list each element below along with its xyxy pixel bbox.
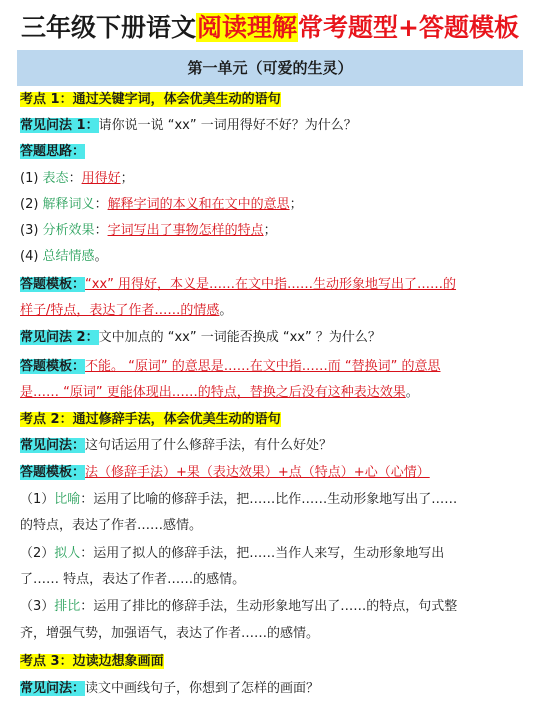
template2-line1: 不能。 “原词” 的意思是……在文中指……而 “替换词” 的意思 xyxy=(85,359,441,374)
rhetoric-item-1-row1 xyxy=(20,490,457,510)
step-row-3 xyxy=(20,221,277,241)
point2-label: 考点 2：通过修辞手法，体会优美生动的语句 xyxy=(20,412,281,427)
template2-row2 xyxy=(20,383,419,403)
step-3-num: (3) xyxy=(20,223,43,238)
step-2-end: ； xyxy=(289,197,303,212)
step-4-num: (4) xyxy=(20,249,43,264)
template1-line2: 样子/特点，表达了作者……的情感 xyxy=(20,303,220,318)
step-1-val: 用得好 xyxy=(81,171,121,186)
point2-template-row xyxy=(20,463,430,483)
rhetoric-2-line2: 了…… 特点，表达了作者……的感情。 xyxy=(20,572,246,587)
step-2-key: 解释词义 xyxy=(42,197,95,212)
step-1-end: ； xyxy=(120,171,134,186)
point1-label-row xyxy=(20,90,281,110)
rhetoric-item-2-row2 xyxy=(20,570,245,590)
template1-end: 。 xyxy=(219,303,233,318)
point3-q-row xyxy=(20,679,319,699)
rhetoric-item-1-row2 xyxy=(20,516,202,536)
point1-q2-tag: 常见问法 2： xyxy=(20,330,99,345)
rhetoric-2-key: 拟人 xyxy=(54,546,81,561)
rhetoric-2-num: （2） xyxy=(20,546,55,561)
point3-label-row xyxy=(20,652,164,672)
point2-template-text: 法（修辞手法）+果（表达效果）+点（特点）+心（心情） xyxy=(85,465,430,480)
rhetoric-3-line1: ：运用了排比的修辞手法，生动形象地写出了……的特点，句式整 xyxy=(80,599,458,614)
rhetoric-2-line1: ：运用了拟人的修辞手法，把……当作人来写，生动形象地写出 xyxy=(80,546,445,561)
point1-q2-row xyxy=(20,328,381,348)
point2-q-row xyxy=(20,436,332,456)
rhetoric-1-line1: ：运用了比喻的修辞手法，把……比作……生动形象地写出了…… xyxy=(80,492,458,507)
rhetoric-3-line2: 齐，增强气势，加强语气，表达了作者……的感情。 xyxy=(20,626,320,641)
template1-row2 xyxy=(20,301,232,321)
step-4-key: 总结情感 xyxy=(42,249,95,264)
rhetoric-item-2-row1 xyxy=(20,544,444,564)
title-part1: 三年级下册语文 xyxy=(21,13,197,42)
rhetoric-1-line2: 的特点，表达了作者……感情。 xyxy=(20,518,203,533)
rhetoric-item-3-row2 xyxy=(20,624,319,644)
title-highlight: 阅读理解 xyxy=(197,13,298,42)
point1-thinking-row xyxy=(20,142,85,162)
title-part2: 常考题型+答题模板 xyxy=(298,13,519,42)
unit-banner: 第一单元（可爱的生灵） xyxy=(17,50,523,86)
template2-row1 xyxy=(20,357,441,377)
step-2-val: 解释字词的本义和在文中的意思 xyxy=(107,197,290,212)
template1-line1: “xx” 用得好，本义是……在文中指……生动形象地写出了……的 xyxy=(85,277,457,292)
point1-label: 考点 1：通过关键字词，体会优美生动的语句 xyxy=(20,92,281,107)
point1-q1-tag: 常见问法 1： xyxy=(20,118,99,133)
template1-row1 xyxy=(20,275,456,295)
step-3-key: 分析效果 xyxy=(42,223,95,238)
step-1-num: (1) xyxy=(20,171,43,186)
rhetoric-1-key: 比喻 xyxy=(54,492,81,507)
step-1-sep: ： xyxy=(68,171,82,186)
point3-q-text: 读文中画线句子，你想到了怎样的画面？ xyxy=(85,681,320,696)
step-3-sep: ： xyxy=(94,223,108,238)
point2-q-text: 这句话运用了什么修辞手法，有什么好处？ xyxy=(85,438,333,453)
point2-template-tag: 答题模板： xyxy=(20,465,86,480)
template2-tag: 答题模板： xyxy=(20,359,86,374)
point3-q-tag: 常见问法： xyxy=(20,681,86,696)
rhetoric-3-key: 排比 xyxy=(54,599,81,614)
point1-thinking-tag: 答题思路： xyxy=(20,144,86,159)
point1-q2-text: 文中加点的 “xx” 一词能否换成 “xx” ？为什么？ xyxy=(98,330,381,345)
step-row-2 xyxy=(20,195,303,215)
point2-q-tag: 常见问法： xyxy=(20,438,86,453)
template2-line2: 是…… “原词” 更能体现出……的特点，替换之后没有这种表达效果 xyxy=(20,385,406,400)
step-2-sep: ： xyxy=(94,197,108,212)
point1-q1-text: 请你说一说 “xx” 一词用得好不好？为什么？ xyxy=(98,118,357,133)
rhetoric-3-num: （3） xyxy=(20,599,55,614)
step-3-val: 字词写出了事物怎样的特点 xyxy=(107,223,264,238)
page-title xyxy=(0,8,540,44)
rhetoric-item-3-row1 xyxy=(20,597,457,617)
step-1-key: 表态 xyxy=(42,171,69,186)
point2-label-row xyxy=(20,410,281,430)
step-row-1 xyxy=(20,169,134,189)
template2-end: 。 xyxy=(405,385,419,400)
step-2-num: (2) xyxy=(20,197,43,212)
template1-tag: 答题模板： xyxy=(20,277,86,292)
step-row-4 xyxy=(20,247,108,267)
point3-label: 考点 3：边读边想象画面 xyxy=(20,654,164,669)
point1-q1-row xyxy=(20,116,357,136)
step-4-end: 。 xyxy=(94,249,108,264)
step-3-end: ； xyxy=(263,223,277,238)
rhetoric-1-num: （1） xyxy=(20,492,55,507)
